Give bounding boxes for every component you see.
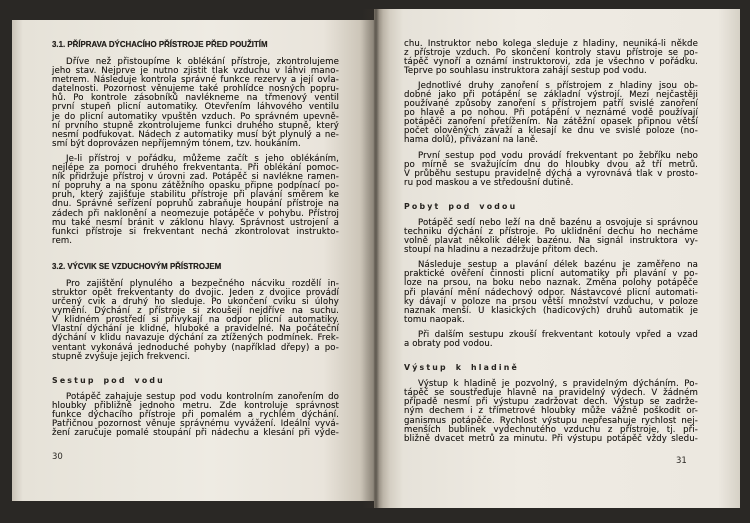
text-line: potápěči zanoření přetížením. Na zátěžní opasek připnou větší <box>404 117 698 128</box>
text-line: dnu. Správné seřízení popruhů zabraňuje houpání přístroje na <box>52 199 339 210</box>
paragraph <box>52 280 339 362</box>
page-number: 31 <box>676 456 687 466</box>
text-line: používané způsoby zanoření s přístrojem patří svislé zanoření <box>404 99 698 110</box>
text-line: První sestup pod vodu provádí frekventant po žebříku nebo <box>418 150 698 161</box>
text-line: dobné jako při potápění se základní výstrojí. Mezi nejčastěji <box>404 89 698 100</box>
text-line: počet olověných závaží a klesají ke dnu ve svislé poloze (no- <box>404 126 698 137</box>
text-line: nesmí podfukovat. Nádech z automatiky musí být plynulý a ne- <box>52 129 339 140</box>
text-line: ným dechem i z třímetrové hloubky může vážně poškodit or- <box>404 406 698 417</box>
text-line: techniku dýchání z přístroje. Po uklidnění dechu ho necháme <box>404 227 698 237</box>
text-line: Vlastní dýchání je klidné, hluboké a pravidelné. Na počáteční <box>52 324 339 335</box>
text-line: stoupí na hladinu a nezadržuje přitom dech. <box>404 245 599 256</box>
right-page-text <box>404 40 698 444</box>
text-line: hloubky přibližně jednoho metru. Zde kontroluje správnost <box>52 400 339 411</box>
text-line: dýchání v klidu navazuje dýchání za ztížených podmínek. Frek- <box>52 333 339 344</box>
text-line: zádech při naklonění a neomezuje potápěče v pohybu. Přístroj <box>52 208 339 219</box>
text-line: hama dolů), přivázaní na laně. <box>404 135 539 146</box>
text-line: tápěč vynoří a oznámí instruktorovi, zda je všechno v pořádku. <box>404 56 698 67</box>
text-line: je do plicní automatiky vpuštěn vzduch. Po správném upevně- <box>52 111 339 122</box>
text-line: Teprve po souhlasu instruktora zahájí sestup pod vodu. <box>404 65 647 76</box>
text-line: případě nesmí při výstupu zadržovat dech. Výstup se zadrže- <box>404 397 698 408</box>
text-line: Výstup k hladině je pozvolný, s pravidelným dýcháním. Po- <box>418 379 698 390</box>
text-line: nejlépe za pomoci druhého frekventanta. Při oblékání pomoc- <box>52 163 339 174</box>
subsection-heading: Výstup k hladině <box>404 363 520 373</box>
paragraph <box>404 219 698 255</box>
text-line: ní popruhy a na sponu zátěžního opasku připne podpínací po- <box>52 181 339 192</box>
text-line: Potápěč sedí nebo leží na dně bazénu a osvojuje si správnou <box>418 217 698 228</box>
text-line: ní prvního stupně zkontrolujeme funkci druhého stupně, který <box>52 120 339 131</box>
subsection-heading: Pobyt pod vodou <box>404 201 518 211</box>
text-line: Dříve než přistoupíme k oblékání přístroje, zkontrolujeme <box>66 57 339 67</box>
text-line: ky dávají v poloze na prsou větší množství vzduchu, v poloze <box>404 296 698 307</box>
text-line: tomu naopak. <box>404 314 465 325</box>
text-line: loze na prsou, na boku nebo naznak. Změna polohy potápěče <box>404 278 698 289</box>
text-line: tápěč se soustřeďuje hlavně na pravidelný výdech. V žádném <box>404 388 698 399</box>
text-line: ganismus potápěče. Rychlost výstupu nepřesahuje rychlost nej- <box>404 415 698 426</box>
section-heading: 3.1. PŘÍPRAVA DÝCHACÍHO PŘÍSTROJE PŘED POUŽITÍM <box>52 40 268 49</box>
paragraph <box>404 152 698 188</box>
book-gutter <box>362 9 390 508</box>
subsection-heading: Sestup pod vodu <box>52 375 165 385</box>
text-line: volně plavat několik délek bazénu. Na signál instruktora vy- <box>404 236 698 247</box>
text-line: naznak menší. U klasických (hadicových) druhů automatik je <box>404 305 698 316</box>
paragraph <box>404 40 698 76</box>
text-line: vymění. Dýchání z přístroje si zkoušejí nejdříve na suchu. <box>52 306 339 317</box>
text-line: funkci přístroje si frekventant nechá zkontrolovat instrukto- <box>52 226 339 237</box>
text-line: praktické ověření činnosti plicní automatiky při plavání v po- <box>404 269 698 280</box>
paragraph <box>404 261 698 325</box>
text-line: Je-li přístroj v pořádku, můžeme začít s jeho oblékáním, <box>66 153 339 164</box>
paragraph <box>404 82 698 146</box>
text-line: Potápěč zahajuje sestup pod vodu kontrolním zanořením do <box>66 391 339 402</box>
text-line: Pro zajištění plynulého a bezpečného nácviku rozdělí in- <box>66 278 339 289</box>
page-number: 30 <box>52 452 63 462</box>
text-line: hů. Po kontrole zásobníků navlékneme na třmenový ventil <box>52 93 339 104</box>
text-line: struktor opět frekventanty do dvojic. Jeden z dvojice provádí <box>52 287 339 298</box>
text-line: při plavání mění nádechový odpor. Nástavcové plicní automati- <box>404 287 698 298</box>
paragraph <box>52 393 339 438</box>
text-line: ník přidržuje přístroj v úrovni zad. Potápěč si navlékne ramen- <box>52 172 339 183</box>
text-line: po mírně se svažujícím dnu do hloubky dvou až tří metrů. <box>404 159 698 170</box>
text-line: první stupeň plicní automatiky. Otevřením láhvového ventilu <box>52 102 339 113</box>
text-line: Patřičnou pozornost věnuje správnému vyvážení. Ideální vyvá- <box>52 419 339 429</box>
text-line: po hlavě a po nohou. Při potápění v neznámé vodě používají <box>404 108 698 119</box>
text-line: a obraty pod vodou. <box>404 339 493 350</box>
text-line: mu také nesmí bránit v záklonu hlavy. Správnost ustrojení a <box>52 217 339 228</box>
text-line: smí být doprovázen nepříjemným tónem, tzv. houkáním. <box>52 138 301 149</box>
text-line: bližně dvacet metrů za minutu. Při výstupu potápěč vždy sledu- <box>404 433 698 444</box>
text-line: menších bublinek vydechnutého vzduchu z přístroje, tj. při- <box>404 424 698 435</box>
text-line: ru pod maskou a ve středoušní dutině. <box>404 177 574 188</box>
text-line: žení zaručuje pomalé stoupání při nádechu a klesání při výde- <box>52 428 339 439</box>
paragraph <box>404 331 698 349</box>
text-line: Při dalším sestupu zkouší frekventant kotouly vpřed a vzad <box>418 329 698 340</box>
text-line: metrem. Následuje kontrola správné funkce rezervy a její ovla- <box>52 75 339 86</box>
text-line: jeho stav. Nejprve je nutno zjistit tlak vzduchu v láhvi mano- <box>52 66 339 77</box>
paragraph <box>52 155 339 246</box>
text-line: V klidném prostředí si přivykají na odpor plicní automatiky. <box>52 315 339 326</box>
text-line: z přístroje vzduch. Po skončení kontroly stavu přístroje se po- <box>404 47 698 58</box>
text-line: ventant vykonává jednoduché pohyby (například dřepy) a po- <box>52 342 339 353</box>
text-line: chu. Instruktor nebo kolega sleduje z hladiny, neuniká-li někde <box>404 38 698 49</box>
left-page-text <box>52 40 339 438</box>
text-line: datelnosti. Pozornost věnujeme také prohlídce nosných popru- <box>52 84 339 95</box>
text-line: funkce dýchacího přístroje při pomalém a rychlém dýchání. <box>52 409 339 420</box>
text-line: pruh, který zajišťuje stabilitu přístroje při plavání směrem ke <box>52 190 339 201</box>
paragraph <box>52 58 339 149</box>
text-line: určený cvik a druhý ho sleduje. Po ukončení cviku si úlohy <box>52 297 339 308</box>
text-line: Jednotlivé druhy zanoření s přístrojem z hladiny jsou ob- <box>418 80 698 91</box>
section-heading: 3.2. VÝCVIK SE VZDUCHOVÝM PŘÍSTROJEM <box>52 261 222 271</box>
text-line: stupně zvyšuje jejich frekvenci. <box>52 351 191 362</box>
paragraph <box>404 380 698 444</box>
text-line: rem. <box>52 235 73 246</box>
text-line: Následuje sestup a plavání délek bazénu je zaměřeno na <box>418 260 698 271</box>
text-line: V průběhu sestupu pravidelně dýchá a vyrovnává tlak v prosto- <box>404 168 698 179</box>
